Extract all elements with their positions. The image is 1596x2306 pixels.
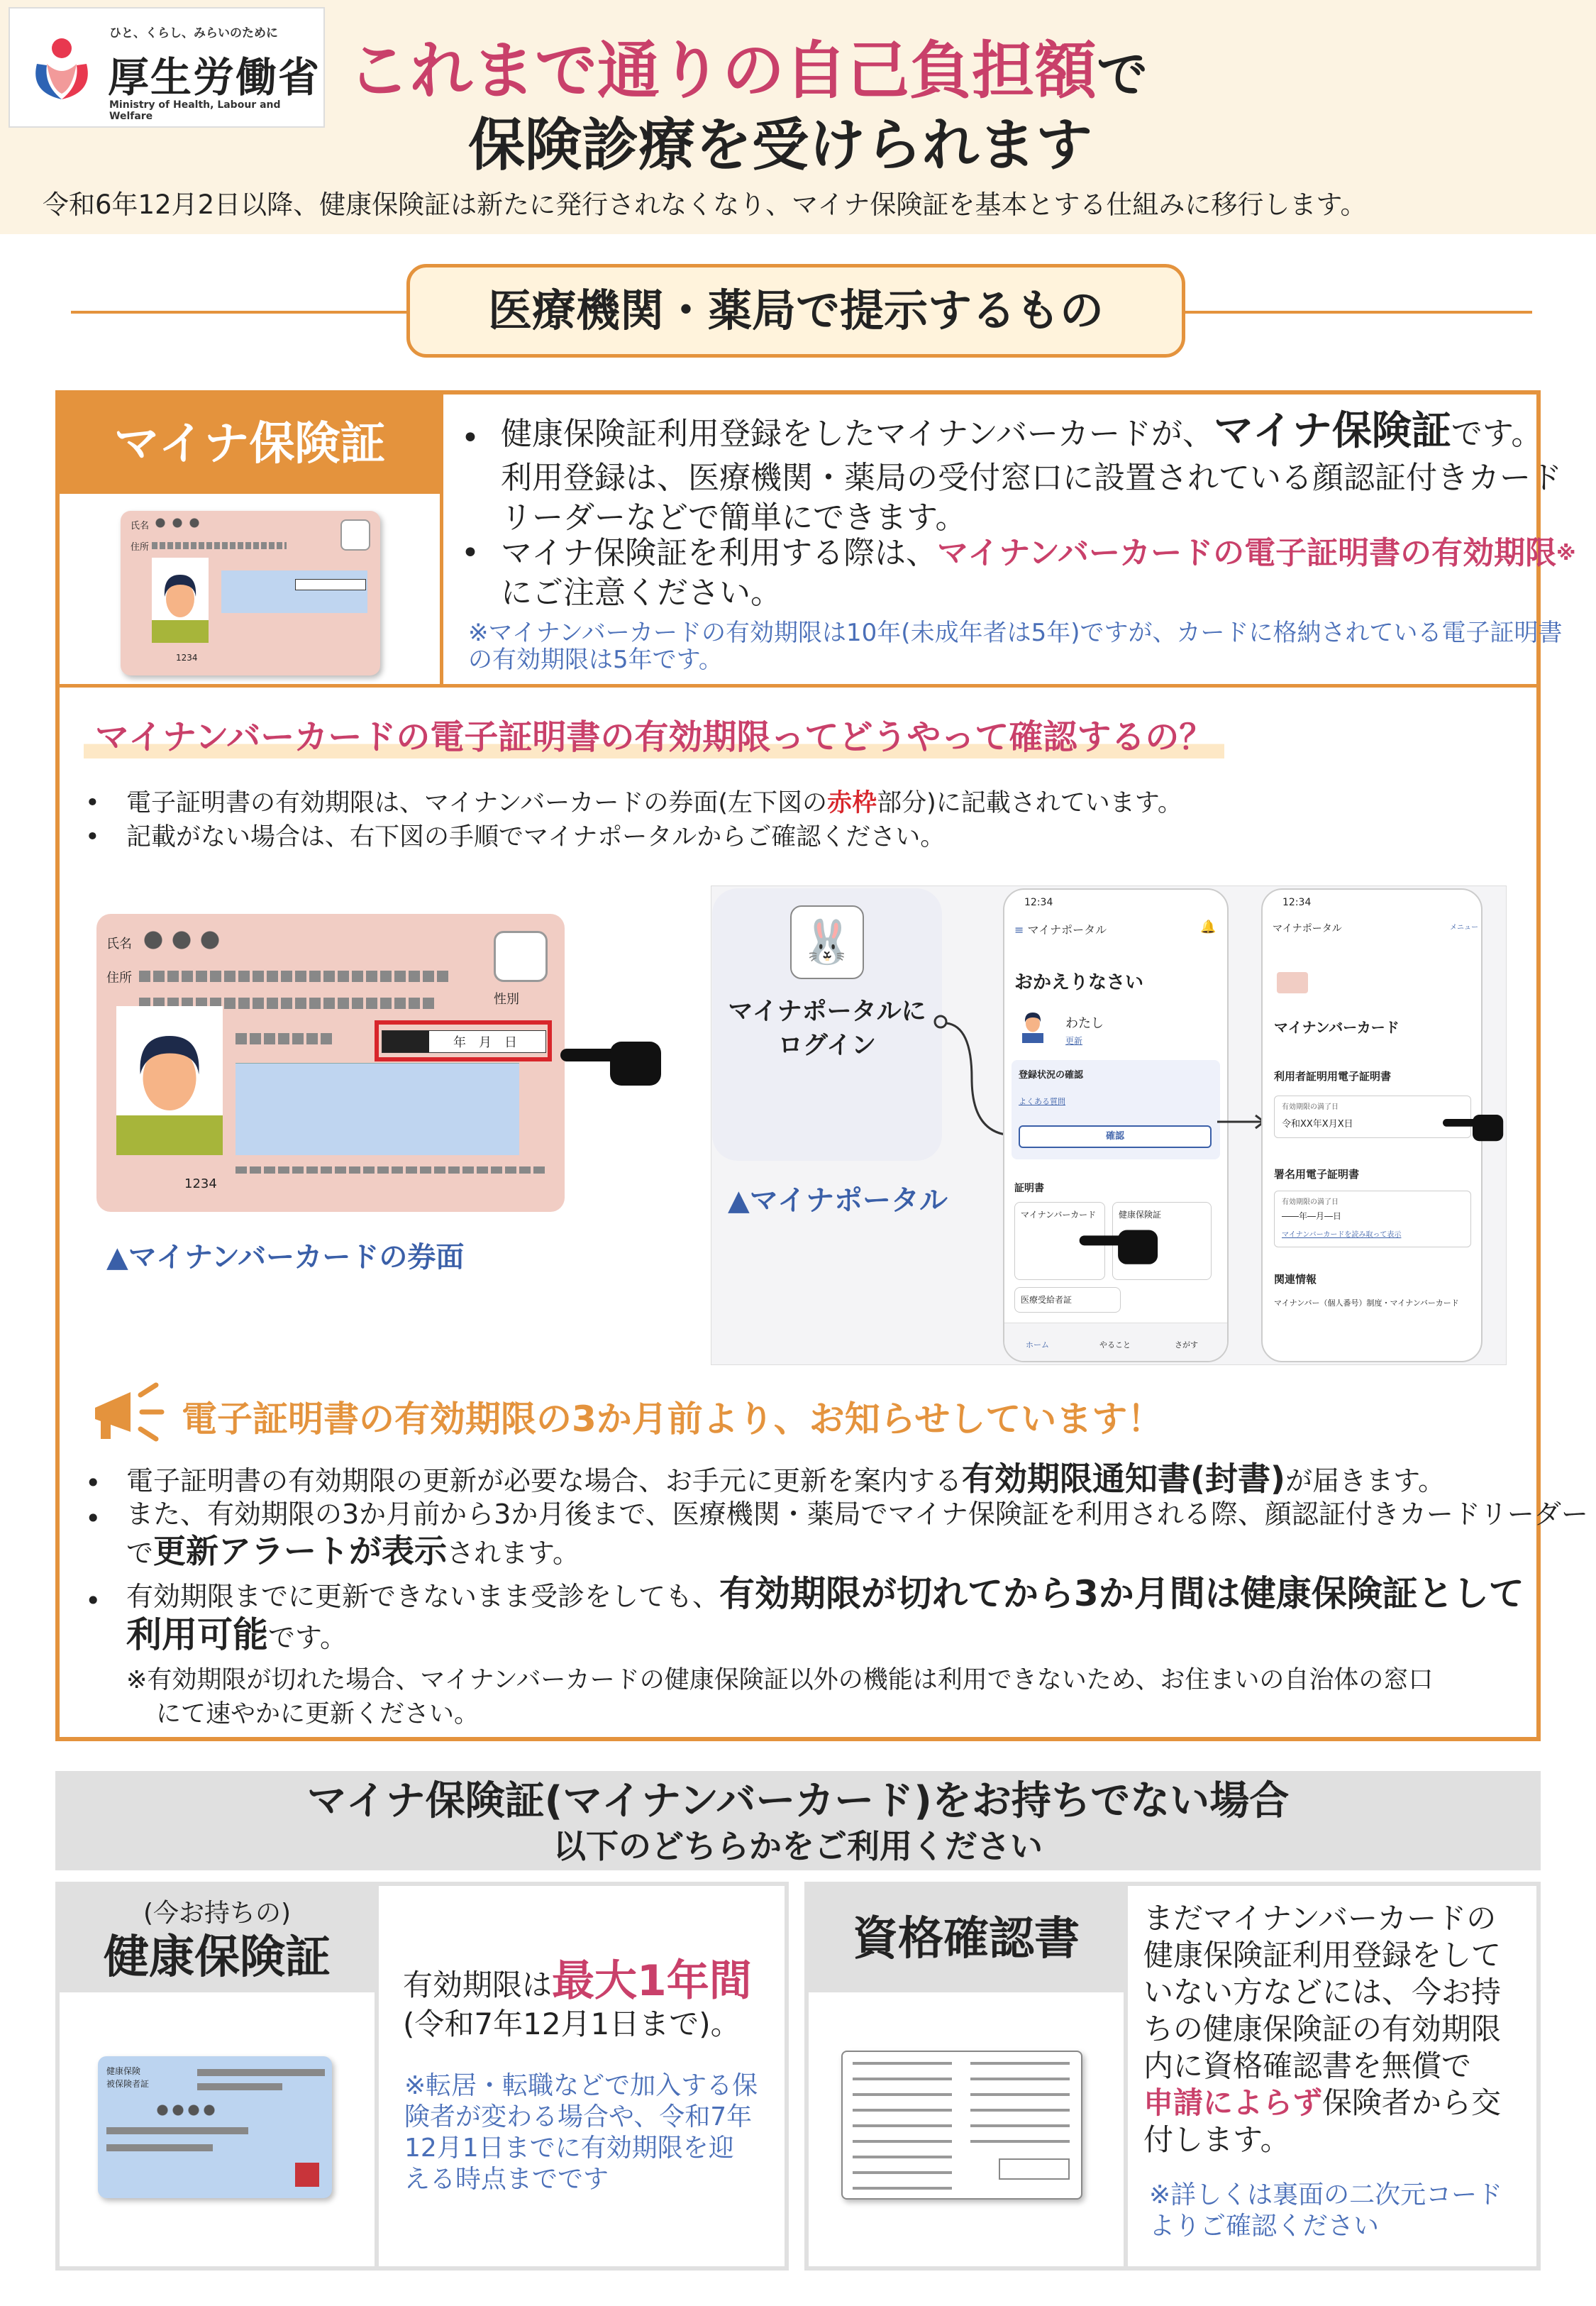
card-large-chip <box>494 931 548 982</box>
kenpo-label: 健康保険証 <box>104 1931 331 1984</box>
myna-bullet-1-line2: 利用登録は、医療機関・薬局の受付窓口に設置されている顔認証付きカード <box>501 460 1562 496</box>
logo-tagline: ひと、くらし、みらいのために <box>109 26 278 40</box>
shikaku-note <box>1149 2180 1502 2242</box>
phone2-menu[interactable]: メニュー <box>1450 924 1478 932</box>
phone1-reg-box <box>1012 1060 1220 1159</box>
phone1-card2[interactable]: 健康保険証 <box>1112 1202 1212 1280</box>
phone1-user: わたし <box>1065 1016 1104 1031</box>
logo-english: Ministry of Health, Labour and Welfare <box>109 99 281 122</box>
kenpo-label-cell <box>60 1886 375 1992</box>
phone1-doc[interactable]: 医療受給者証 <box>1014 1287 1121 1313</box>
card-large-address-bar1 <box>139 971 451 982</box>
pointing-hand-icon <box>1443 1105 1507 1145</box>
phone1-reg-link[interactable]: よくある質問 <box>1019 1097 1065 1106</box>
myna-bullet-2-line2: にご注意ください。 <box>501 575 782 611</box>
kenpo-card-l1: 健康保険 <box>106 2066 141 2076</box>
shikaku-text <box>1143 1900 1501 2158</box>
pointing-hand-icon <box>560 1027 667 1091</box>
phone2-related-item[interactable]: マイナンバー（個人番号）制度・マイナンバーカード <box>1274 1298 1459 1308</box>
card-large-bar3 <box>235 1033 335 1044</box>
megaphone-icon <box>88 1379 166 1443</box>
card-large-expiry-highlight <box>375 1020 552 1061</box>
flow-arrow-icon <box>1214 1111 1268 1132</box>
portal-rabbit-icon: 🐰 <box>790 905 864 979</box>
phone2-sec1-box <box>1274 1096 1471 1138</box>
phone2-sec2-sub: 有効期限の満了日 <box>1282 1198 1339 1206</box>
pointing-hand-icon <box>1078 1219 1163 1269</box>
shikaku-doc-image <box>841 2051 1082 2200</box>
phone2-time: 12:34 <box>1282 897 1312 908</box>
card-large-date-field <box>382 1030 546 1053</box>
shikaku-doc-lines-right <box>970 2062 1070 2147</box>
lead-text: 令和6年12月2日以降、健康保険証は新たに発行されなくなり、マイナ保険証を基本とする仕組みに移行します。 <box>43 189 1367 220</box>
myna-hdivider <box>60 684 1536 688</box>
myna-divider <box>440 395 443 685</box>
notice-note-line2: にて速やかに更新ください。 <box>156 1700 480 1728</box>
person-icon <box>116 1006 223 1155</box>
kenpo-divider <box>375 1886 379 2266</box>
notice-bullet-2-line2: で更新アラートが表示されます。 <box>126 1532 580 1570</box>
phone1-nav-search[interactable]: さがす <box>1175 1340 1198 1350</box>
page-title-line2: 保険診療を受けられます <box>468 112 1092 178</box>
card-large-date-label: 年 月 日 <box>453 1035 517 1050</box>
person-icon <box>152 558 209 643</box>
mhlw-logo-icon <box>23 28 101 106</box>
kenpo-card-bar1 <box>197 2069 325 2076</box>
shikaku-line-4: ちの健康保険証の有効期限 <box>1143 2012 1502 2046</box>
myna-note-line1: ※マイナンバーカードの有効期限は10年(未成年者は5年)ですが、カードに格納されている電子証明書 <box>468 619 1563 647</box>
kenpo-card-l2: 被保険者証 <box>106 2079 150 2089</box>
phone1-edit-link[interactable]: 更新 <box>1065 1036 1083 1046</box>
notice-b3-dot: • <box>85 1585 101 1616</box>
shikaku-doc-stamp <box>999 2158 1070 2180</box>
logo-name: 厚生労働省 <box>108 53 321 101</box>
myna-bullet-2: • <box>461 535 480 571</box>
bell-icon[interactable]: 🔔 <box>1200 920 1217 934</box>
notice-bullet-1: 電子証明書の有効期限の更新が必要な場合、お手元に更新を案内する有効期限通知書(封書)が届きます。 <box>126 1460 1446 1498</box>
card-large-name-dots <box>139 929 224 951</box>
phone2-sec2-box <box>1274 1191 1471 1247</box>
notice-b1-dot: • <box>85 1467 101 1499</box>
phone1-navbar <box>1004 1323 1229 1362</box>
phone1-cert-heading: 証明書 <box>1014 1183 1044 1194</box>
phone-screen-1 <box>1003 888 1229 1362</box>
shikaku-line-5: 内に資格確認書を無償で <box>1143 2048 1472 2083</box>
phone1-nav-todo[interactable]: やること <box>1099 1340 1131 1350</box>
myna-card-small <box>121 511 380 675</box>
card-large-sex-label: 性別 <box>494 992 519 1007</box>
card-small-date-field <box>295 579 366 590</box>
notice-bullet-2-line1: また、有効期限の3か月前から3か月後まで、医療機関・薬局でマイナ保険証を利用される際、顔認証付きカードリーダー <box>126 1499 1588 1530</box>
card-large-photo <box>116 1006 223 1155</box>
phone2-related: 関連情報 <box>1274 1273 1317 1286</box>
kenpo-card-seal <box>295 2163 319 2187</box>
card-small-number: 1234 <box>176 653 198 663</box>
no-card-heading <box>55 1771 1541 1870</box>
kenpo-card-bar2 <box>197 2083 282 2090</box>
shikaku-line-6: 申請によらず保険者から交 <box>1143 2085 1502 2120</box>
phone2-title: マイナンバーカード <box>1274 1019 1400 1036</box>
card-small-name-label: 氏名 <box>131 521 150 531</box>
shikaku-line-2: 健康保険証利用登録をして <box>1143 1938 1502 1973</box>
kenpo-sub: (今お持ちの) <box>143 1899 292 1928</box>
phone2-sec1-val: 令和XX年X月X日 <box>1282 1119 1353 1130</box>
card-caption: ▲マイナンバーカードの券面 <box>106 1241 465 1274</box>
check-bullet-2-dot: • <box>85 823 100 851</box>
card-large-name-text: 氏名 <box>106 937 132 951</box>
kenpo-card-bar4 <box>106 2144 213 2151</box>
phone1-card1[interactable]: マイナンバーカード <box>1014 1202 1105 1280</box>
portal-caption: ▲マイナポータル <box>728 1184 948 1217</box>
myna-bullet-1-line1: 健康保険証利用登録をしたマイナンバーカードが、マイナ保険証です。 <box>501 408 1543 454</box>
mhlw-logo <box>9 7 325 128</box>
shikaku-doc-lines-left <box>853 2062 952 2190</box>
notice-b2-dot: • <box>85 1503 101 1534</box>
phone2-app: マイナポータル <box>1273 923 1342 934</box>
kenpo-card-bar3 <box>106 2127 248 2134</box>
question-heading: マイナンバーカードの電子証明書の有効期限ってどうやって確認するの？ <box>84 710 1224 758</box>
check-bullet-1: 電子証明書の有効期限は、マイナンバーカードの券面(左下図の赤枠部分)に記載されています。 <box>126 789 1182 817</box>
person-icon <box>1019 1008 1047 1043</box>
myna-bullet-1-line3: リーダーなどで簡単にできます。 <box>501 500 967 536</box>
page-title-line1: これまで通りの自己負担額で <box>348 34 1148 107</box>
no-card-line1: マイナ保険証(マイナンバーカード)をお持ちでない場合 <box>306 1778 1290 1824</box>
kenpo-text-line2: (令和7年12月1日まで)。 <box>403 2007 741 2041</box>
shikaku-divider <box>1124 1886 1128 2266</box>
kenpo-card-image <box>98 2056 332 2198</box>
phone1-nav-home[interactable]: ホーム <box>1026 1340 1049 1350</box>
phone1-confirm-button[interactable]: 確認 <box>1019 1125 1212 1148</box>
notice-bullet-3-line2: 利用可能です。 <box>126 1614 347 1655</box>
myna-label: マイナ保険証 <box>60 395 440 494</box>
card-small-blue-field <box>221 570 367 613</box>
phone1-avatar <box>1019 1008 1047 1043</box>
phone2-sec2-val: ――年―月―日 <box>1282 1211 1342 1221</box>
shikaku-note-2: よりご確認ください <box>1149 2212 1380 2241</box>
card-large-date-mask <box>382 1031 429 1052</box>
kenpo-card-dots <box>155 2104 218 2116</box>
card-large-address-text: 住所 <box>106 971 132 986</box>
shikaku-line-3: いない方などには、今お持 <box>1143 1975 1502 2009</box>
phone2-sec2-link[interactable]: マイナンバーカードを読み取って表示 <box>1282 1231 1402 1239</box>
myna-bullet-2-line1: マイナ保険証を利用する際は、マイナンバーカードの電子証明書の有効期限※ <box>501 535 1576 571</box>
card-small-photo <box>152 558 209 643</box>
card-small-address-label: 住所 <box>131 542 150 553</box>
kenpo-note-3: 12月1日までに有効期限を迎 <box>404 2134 734 2163</box>
kenpo-note-2: 険者が変わる場合や、令和7年 <box>404 2102 753 2131</box>
kenpo-text-line1: 有効期限は最大1年間 <box>403 1956 752 2006</box>
kenpo-note-4: える時点までです <box>404 2165 609 2194</box>
myna-note-line2: の有効期限は5年です。 <box>468 646 723 674</box>
phone1-app: ≡ マイナポータル <box>1014 923 1107 937</box>
card-small-name-dots <box>152 518 201 528</box>
no-card-line2: 以下のどちらかをご利用ください <box>553 1827 1043 1865</box>
phone1-greeting: おかえりなさい <box>1014 972 1144 993</box>
kenpo-note <box>404 2070 758 2195</box>
card-small-chip <box>340 519 370 551</box>
check-bullet-1-dot: • <box>85 789 100 817</box>
myna-bullet-1: • <box>461 420 480 456</box>
phone1-reg-title: 登録状況の確認 <box>1019 1070 1084 1081</box>
notice-note-line1: ※有効期限が切れた場合、マイナンバーカードの健康保険証以外の機能は利用できないため、お住まいの自治体の窓口 <box>126 1666 1434 1694</box>
card-large-bar4 <box>235 1166 548 1174</box>
phone2-card-thumb <box>1277 972 1308 993</box>
card-small-address-bar <box>152 542 287 549</box>
shikaku-note-1: ※詳しくは裏面の二次元コード <box>1149 2180 1503 2210</box>
phone2-sec2: 署名用電子証明書 <box>1274 1168 1360 1181</box>
card-large-blue-field <box>235 1063 519 1155</box>
card-large-number: 1234 <box>184 1176 217 1191</box>
myna-card-large <box>96 914 565 1212</box>
shikaku-line-7: 付します。 <box>1143 2122 1290 2157</box>
notice-heading: 電子証明書の有効期限の3か月前より、お知らせしています！ <box>182 1399 1163 1440</box>
shikaku-line-1: まだマイナンバーカードの <box>1143 1901 1497 1936</box>
kenpo-note-1: ※転居・転職などで加入する保 <box>404 2071 758 2100</box>
section-heading: 医療機関・薬局で提示するもの <box>406 264 1185 358</box>
phone2-sec1: 利用者証明用電子証明書 <box>1274 1070 1392 1083</box>
shikaku-label: 資格確認書 <box>809 1886 1124 1992</box>
check-bullet-2: 記載がない場合は、右下図の手順でマイナポータルからご確認ください。 <box>126 823 946 851</box>
portal-login-text: マイナポータルに ログイン <box>728 998 926 1060</box>
portal-login-card <box>712 888 942 1161</box>
phone1-time: 12:34 <box>1024 897 1053 908</box>
notice-bullet-3-line1: 有効期限までに更新できないまま受診をしても、有効期限が切れてから3か月間は健康保険証として <box>126 1573 1524 1614</box>
phone2-sec1-sub: 有効期限の満了日 <box>1282 1103 1339 1111</box>
